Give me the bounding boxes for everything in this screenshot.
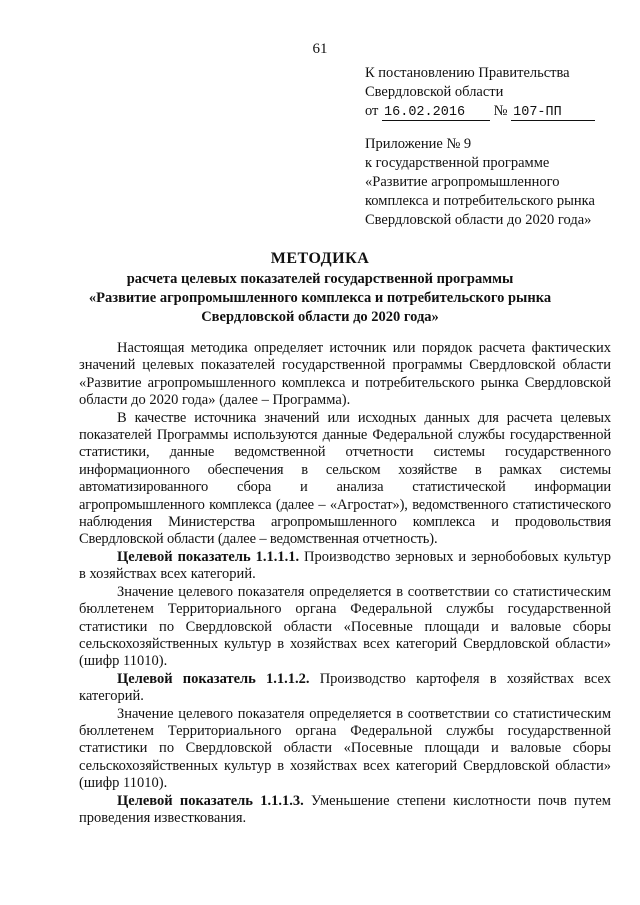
indicator-value-paragraph: Значение целевого показателя определяется в соответствии со статистическим бюллетенем Территориального органа Федеральной службы государственной статистики по Свердловской области «Посевные площади и валовые сборы сельскохозяйственных культур в хозяйствах всех категорий Свердловской области» (шифр 11010). <box>79 705 611 792</box>
indicator-paragraph <box>79 793 611 828</box>
appendix-line: комплекса и потребительского рынка <box>365 193 595 209</box>
indicator-paragraph <box>79 549 611 584</box>
indicator-label: Целевой показатель 1.1.1.3. <box>117 792 304 809</box>
document-body <box>79 340 611 827</box>
title-line: расчета целевых показателей государственной программы <box>126 271 514 287</box>
resolution-reference <box>365 64 627 121</box>
resolution-region-line: Свердловской области <box>365 84 504 100</box>
number-prefix: № <box>493 103 508 119</box>
indicator-label: Целевой показатель 1.1.1.1. <box>117 548 300 565</box>
resolution-number: 107-ПП <box>511 105 595 121</box>
resolution-line: К постановлению Правительства <box>365 65 570 81</box>
appendix-line: «Развитие агропромышленного <box>365 174 560 190</box>
resolution-date: 16.02.2016 <box>382 105 490 121</box>
title-line: «Развитие агропромышленного комплекса и потребительского рынка <box>88 290 552 306</box>
resolution-date-number-line <box>365 102 627 121</box>
appendix-line: Приложение № 9 <box>365 136 472 152</box>
intro-paragraph: Настоящая методика определяет источник или порядок расчета фактических значений целевых показателей государственной программы Свердловской области «Развитие агропромышленного комплекса и потребительского рынка Свердловской области до 2020 года» (далее – Программа). <box>79 340 611 409</box>
source-paragraph: В качестве источника значений или исходных данных для расчета целевых показателей Программы используются данные Федеральной службы государственной статистики, данные ведомственной отчетности системы государственного информационного обеспечения в сельском хозяйстве в рамках системы автоматизированного сбора и анализа статистической информации агропромышленного комплекса (далее – «Агростат»), ведомственного статистического наблюдения Министерства агропромышленного комплекса и продовольствия Свердловской области (далее – ведомственная отчетность). <box>79 409 611 548</box>
appendix-line: к государственной программе <box>365 155 550 171</box>
indicator-value-paragraph: Значение целевого показателя определяется в соответствии со статистическим бюллетенем Территориального органа Федеральной службы государственной статистики по Свердловской области «Посевные площади и валовые сборы сельскохозяйственных культур в хозяйствах всех категорий Свердловской области» (шифр 11010). <box>79 583 611 670</box>
indicator-paragraph <box>79 671 611 706</box>
indicator-text: Уменьшение степени кислотности почв путем проведения известкования. <box>79 792 611 826</box>
indicator-text: Производство картофеля в хозяйствах всех категорий. <box>79 670 611 705</box>
title-line: Свердловской области до 2020 года» <box>201 309 439 325</box>
title-heading: МЕТОДИКА <box>270 250 370 267</box>
indicator-text: Производство зерновых и зернобобовых культур в хозяйствах всех категорий. <box>79 548 611 583</box>
appendix-reference <box>365 135 627 230</box>
indicator-label: Целевой показатель 1.1.1.2. <box>117 670 310 687</box>
date-prefix: от <box>365 103 379 119</box>
document-title <box>0 248 640 327</box>
appendix-line: Свердловской области до 2020 года» <box>365 212 592 228</box>
page-number: 61 <box>312 41 328 57</box>
